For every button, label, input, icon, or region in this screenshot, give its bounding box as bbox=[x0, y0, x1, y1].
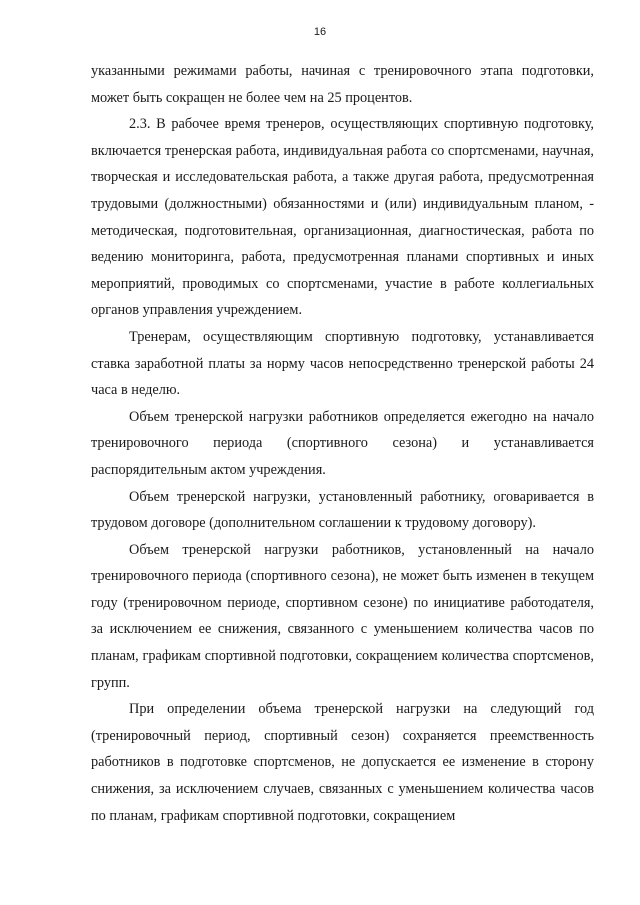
paragraph: указанными режимами работы, начиная с тренировочного этапа подготовки, может быть сокращен не более чем на 25 процентов. bbox=[91, 63, 594, 106]
page-number: 16 bbox=[313, 26, 327, 38]
paragraph: Тренерам, осуществляющим спортивную подготовку, устанавливается ставка заработной платы за норму часов непосредственно тренерской работы 24 часа в неделю. bbox=[91, 328, 594, 399]
document-body bbox=[91, 58, 594, 829]
paragraph: Объем тренерской нагрузки работников, установленный на начало тренировочного периода (спортивного сезона), не может быть изменен в текущем году (тренировочном периоде, спортивном сезоне) по инициативе работодателя, за исключением ее снижения, связанного с уменьшением количества часов по планам, графикам спортивной подготовки, сокращением количества спортсменов, групп. bbox=[91, 541, 594, 691]
paragraph: Объем тренерской нагрузки работников определяется ежегодно на начало тренировочного периода (спортивного сезона) и устанавливается распорядительным актом учреждения. bbox=[91, 408, 594, 478]
paragraph: 2.3. В рабочее время тренеров, осуществляющих спортивную подготовку, включается тренерская работа, индивидуальная работа со спортсменами, научная, творческая и исследовательская работа, а также другая работа, предусмотренная трудовыми (должностными) обязанностями и (или) индивидуальным планом, - методическая, подготовительная, организационная, диагностическая, работа по ведению мониторинга, работа, предусмотренная планами спортивных и иных мероприятий, проводимых со спортсменами, участие в работе коллегиальных органов управления учреждением. bbox=[91, 116, 594, 319]
paragraph: При определении объема тренерской нагрузки на следующий год (тренировочный период, спортивный сезон) сохраняется преемственность работников в подготовке спортсменов, не допускается ее изменение в сторону снижения, за исключением случаев, связанных с уменьшением количества часов по планам, графикам спортивной подготовки, сокращением bbox=[91, 701, 594, 824]
paragraph: Объем тренерской нагрузки, установленный работнику, оговаривается в трудовом договоре (дополнительном соглашении к трудовому договору). bbox=[91, 488, 594, 532]
